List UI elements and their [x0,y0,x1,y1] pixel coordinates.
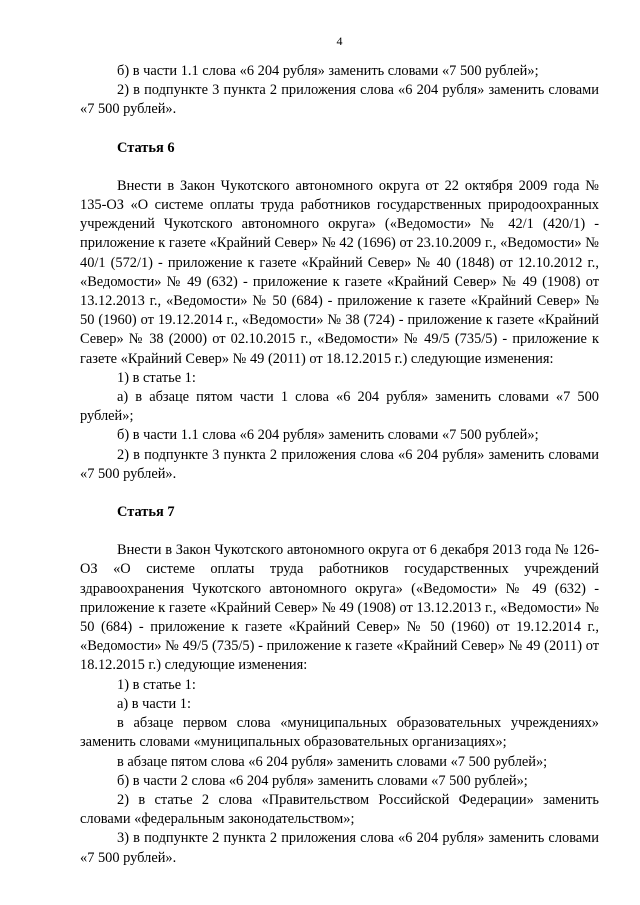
article-7-item-3: в абзаце первом слова «муниципальных образовательных учреждениях» заменить словами «муниципальных образовательных организациях»; [80,715,599,751]
article-7-heading: Статья 7 [117,504,175,521]
page-number: 4 [336,34,343,48]
article-6-item-3: б) в части 1.1 слова «6 204 рубля» заменить словами «7 500 рублей»; [117,427,539,444]
document-page [80,34,599,868]
article-6-intro: Внести в Закон Чукотского автономного округа от 22 октября 2009 года № 135-ОЗ «О системе оплаты труда работников государственных природоохранных учреждений Чукотского автономного округа» («Ведомости» № 42/1 (420/1) - приложение к газете «Крайний Север» № 42 (1696) от 23.10.2009 г., «Ведомости» № 40/1 (572/1) - приложение к газете «Крайний Север» № 40 (1848) от 12.10.2012 г., «Ведомости» № 49 (632) - приложение к газете «Крайний Север» № 49 (1908) от 13.12.2013 г., «Ведомости» № 50 (684) - приложение к газете «Крайний Север» № 50 (1960) от 19.12.2014 г., «Ведомости» № 38 (724) - приложение к газете «Крайний Север» № 38 (2000) от 02.10.2015 г., «Ведомости» № 49/5 (735/5) - приложение к газете «Крайний Север» № 49 (2011) от 18.12.2015 г.) следующие изменения: [80,177,599,367]
article-7-item-7: 3) в подпункте 2 пункта 2 приложения слова «6 204 рубля» заменить словами «7 500 рублей». [80,830,599,866]
top-item-1: б) в части 1.1 слова «6 204 рубля» заменить словами «7 500 рублей»; [117,63,539,79]
article-7-item-4: в абзаце пятом слова «6 204 рубля» заменить словами «7 500 рублей»; [117,753,548,770]
article-7-item-6: 2) в статье 2 слова «Правительством Российской Федерации» заменить словами «федеральным законодательством»; [80,791,599,828]
article-6-item-1: 1) в статье 1: [117,369,196,386]
article-6-item-2: а) в абзаце пятом части 1 слова «6 204 рубля» заменить словами «7 500 рублей»; [80,389,599,425]
article-7-item-5: б) в части 2 слова «6 204 рубля» заменить словами «7 500 рублей»; [117,772,528,789]
article-7-intro: Внести в Закон Чукотского автономного округа от 6 декабря 2013 года № 126-ОЗ «О системе оплаты труда работников государственных учреждений здравоохранения Чукотского автономного округа» («Ведомости» № 49 (632) - приложение к газете «Крайний Север» № 49 (1908) от 13.12.2013 г., «Ведомости» № 50 (684) - приложение к газете «Крайний Север» № 50 (1960) от 19.12.2014 г., «Ведомости» № 49/5 (735/5) - приложение к газете «Крайний Север» № 49 (2011) от 18.12.2015 г.) следующие изменения: [80,542,599,674]
article-7-item-2: а) в части 1: [117,695,191,712]
article-7-item-1: 1) в статье 1: [117,676,196,693]
article-6-heading: Статья 6 [117,139,175,156]
top-item-2: 2) в подпункте 3 пункта 2 приложения слова «6 204 рубля» заменить словами «7 500 рублей». [80,82,599,118]
article-6-item-4: 2) в подпункте 3 пункта 2 приложения слова «6 204 рубля» заменить словами «7 500 рублей». [80,446,599,482]
